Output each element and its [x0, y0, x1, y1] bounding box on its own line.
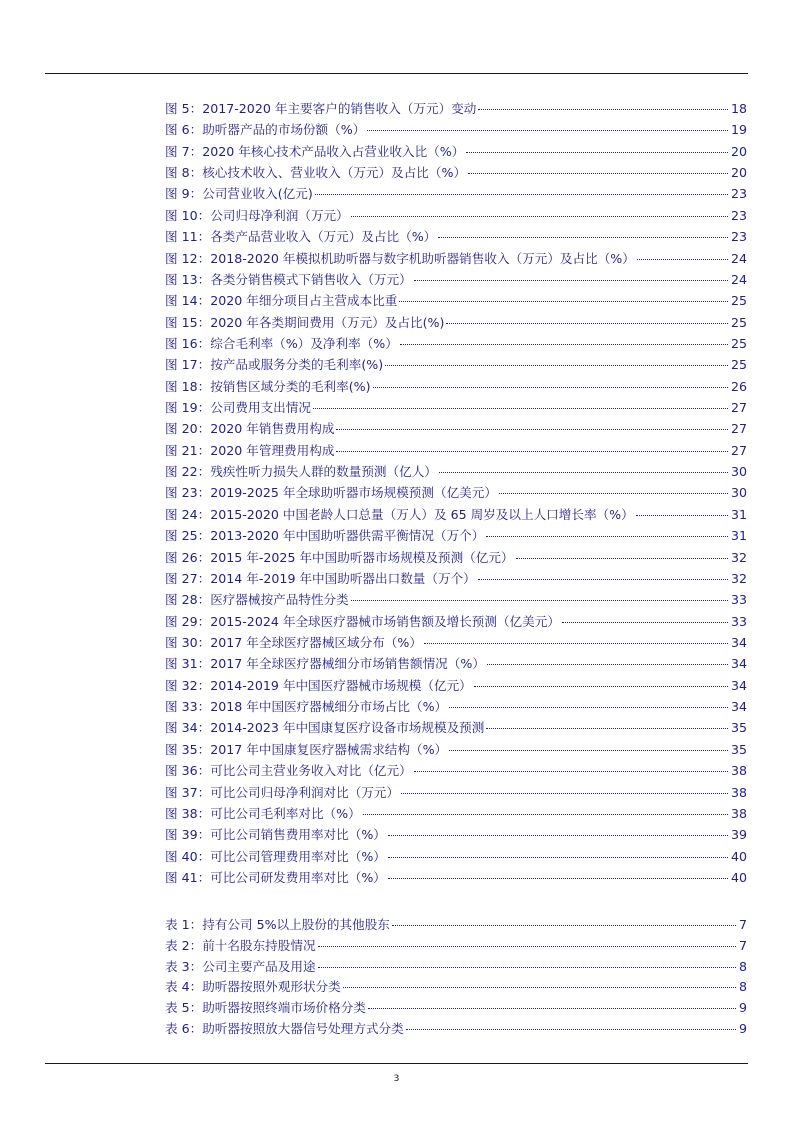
toc-figure-entry-page: 34 [730, 634, 747, 650]
dot-leader [478, 579, 728, 580]
dot-leader [385, 365, 728, 366]
dot-leader [516, 558, 728, 559]
toc-table-entry-page: 7 [738, 937, 747, 953]
toc-table-entry-label: 表 4：助听器按照外观形状分类 [165, 979, 341, 995]
toc-figure-entry-page: 25 [730, 314, 747, 330]
toc-figure-entry-page: 19 [730, 122, 747, 138]
dot-leader [486, 536, 728, 537]
toc-figure-entry-page: 23 [730, 207, 747, 223]
toc-figure-entry-label: 图 21：2020 年管理费用构成 [165, 442, 335, 458]
toc-figure-entry[interactable] [165, 269, 747, 290]
toc-figure-entry-page: 38 [730, 805, 747, 821]
toc-table-entry[interactable] [165, 956, 747, 977]
toc-figure-entry[interactable] [165, 611, 747, 632]
toc-table-entry-page: 8 [738, 958, 747, 974]
dot-leader [478, 109, 728, 110]
dot-leader [414, 771, 728, 772]
dot-leader [439, 472, 728, 473]
toc-figure-entry[interactable] [165, 675, 747, 696]
dot-leader [637, 259, 728, 260]
dot-leader [388, 878, 728, 879]
toc-figure-entry-page: 26 [730, 378, 747, 394]
toc-figure-entry-page: 24 [730, 271, 747, 287]
toc-figure-entry-page: 32 [730, 549, 747, 565]
toc-figure-entry-page: 30 [730, 464, 747, 480]
toc-figure-entry-label: 图 10：公司归母净利润（万元） [165, 207, 349, 223]
toc-figure-entry[interactable] [165, 162, 747, 183]
dot-leader [367, 130, 728, 131]
dot-leader [351, 600, 728, 601]
toc-figure-entry[interactable] [165, 803, 747, 824]
toc-figure-entry[interactable] [165, 333, 747, 354]
toc-figure-entry[interactable] [165, 98, 747, 119]
toc-figure-entry-label: 图 5：2017-2020 年主要客户的销售收入（万元）变动 [165, 101, 477, 116]
toc-figure-entry[interactable] [165, 440, 747, 461]
dot-leader [399, 301, 728, 302]
toc-figure-entry-label: 图 38：可比公司毛利率对比（%） [165, 805, 361, 821]
table-list [165, 914, 747, 1039]
page-number: 3 [393, 1074, 400, 1084]
toc-figure-entry[interactable] [165, 290, 747, 311]
header-rule [45, 73, 748, 74]
toc-figure-entry-page: 23 [730, 186, 747, 202]
toc-figure-entry-label: 图 6：助听器产品的市场份额（%） [165, 122, 366, 138]
toc-table-entry[interactable] [165, 914, 747, 935]
toc-figure-entry-label: 图 8：核心技术收入、营业收入（万元）及占比（%） [165, 165, 467, 181]
toc-figure-entry-label: 图 27：2014 年-2019 年中国助听器出口数量（万个） [165, 570, 476, 586]
dot-leader [388, 857, 728, 858]
dot-leader [392, 925, 736, 926]
toc-figure-entry-label: 图 15：2020 年各类期间费用（万元）及占比(%) [165, 314, 445, 330]
footer-rule [45, 1063, 748, 1064]
toc-figure-entry-label: 图 40：可比公司管理费用率对比（%） [165, 848, 386, 864]
dot-leader [636, 515, 728, 516]
toc-figure-entry-page: 27 [730, 442, 747, 458]
toc-figure-entry[interactable] [165, 589, 747, 610]
dot-leader [424, 643, 728, 644]
toc-figure-entry[interactable] [165, 226, 747, 247]
toc-figure-entry[interactable] [165, 397, 747, 418]
dot-leader [336, 429, 728, 430]
toc-figure-entry-label: 图 33：2018 年中国医疗器械细分市场占比（%） [165, 699, 448, 715]
toc-figure-entry[interactable] [165, 717, 747, 738]
toc-figure-entry-page: 25 [730, 357, 747, 373]
toc-figure-entry-label: 图 28：医疗器械按产品特性分类 [165, 592, 349, 608]
toc-figure-entry-page: 35 [730, 720, 747, 736]
toc-figure-entry-label: 图 18：按销售区域分类的毛利率(%) [165, 378, 371, 394]
toc-figure-entry-label: 图 35：2017 年中国康复医疗器械需求结构（%） [165, 741, 448, 757]
dot-leader [318, 967, 736, 968]
dot-leader [343, 987, 736, 988]
toc-figure-entry-page: 40 [730, 869, 747, 885]
toc-figure-entry[interactable] [165, 248, 747, 269]
toc-table-entry[interactable] [165, 935, 747, 956]
toc-figure-entry[interactable] [165, 119, 747, 140]
toc-figure-entry[interactable] [165, 461, 747, 482]
toc-figure-entry-label: 图 24：2015-2020 中国老龄人口总量（万人）及 65 周岁及以上人口增长率（%） [165, 506, 634, 522]
toc-figure-entry-label: 图 13：各类分销售模式下销售收入（万元） [165, 271, 412, 287]
toc-table-entry-label: 表 2：前十名股东持股情况 [165, 937, 316, 953]
toc-figure-entry[interactable] [165, 632, 747, 653]
dot-leader [368, 1008, 736, 1009]
toc-figure-entry-page: 31 [730, 506, 747, 522]
toc-figure-entry-page: 25 [730, 293, 747, 309]
toc-figure-entry[interactable] [165, 867, 747, 888]
dot-leader [315, 194, 728, 195]
toc-table-entry[interactable] [165, 1018, 747, 1039]
toc-figure-entry-label: 图 25：2013-2020 年中国助听器供需平衡情况（万个） [165, 528, 485, 544]
toc-figure-entry-label: 图 17：按产品或服务分类的毛利率(%) [165, 357, 384, 373]
dot-leader [466, 152, 728, 153]
toc-figure-entry[interactable] [165, 846, 747, 867]
toc-figure-entry[interactable] [165, 482, 747, 503]
toc-figure-entry[interactable] [165, 547, 747, 568]
toc-table-entry-label: 表 3：公司主要产品及用途 [165, 958, 316, 974]
toc-figure-entry-page: 38 [730, 784, 747, 800]
toc-figure-entry-label: 图 19：公司费用支出情况 [165, 400, 311, 416]
toc-figure-entry-page: 34 [730, 677, 747, 693]
toc-figure-entry[interactable] [165, 824, 747, 845]
toc-figure-entry[interactable] [165, 653, 747, 674]
dot-leader [499, 493, 728, 494]
dot-leader [400, 344, 728, 345]
dot-leader [414, 280, 728, 281]
toc-figure-entry-label: 图 39：可比公司销售费用率对比（%） [165, 827, 386, 843]
toc-table-entry-page: 9 [738, 1000, 747, 1016]
toc-figure-entry-page: 38 [730, 763, 747, 779]
toc-figure-entry-label: 图 9：公司营业收入(亿元) [165, 186, 313, 202]
dot-leader [449, 750, 728, 751]
toc-figure-entry-page: 35 [730, 741, 747, 757]
toc-figure-entry[interactable] [165, 141, 747, 162]
dot-leader [474, 686, 728, 687]
toc-figure-entry[interactable] [165, 739, 747, 760]
toc-figure-entry-page: 24 [730, 250, 747, 266]
toc-figure-entry-page: 31 [730, 528, 747, 544]
toc-figure-entry-label: 图 41：可比公司研发费用率对比（%） [165, 869, 386, 885]
toc-figure-entry-label: 图 14：2020 年细分项目占主营成本比重 [165, 293, 398, 309]
toc-figure-entry-label: 图 29：2015-2024 年全球医疗器械市场销售额及增长预测（亿美元） [165, 613, 560, 629]
toc-figure-entry[interactable] [165, 760, 747, 781]
dot-leader [562, 622, 728, 623]
toc-figure-entry[interactable] [165, 376, 747, 397]
toc-figure-entry-page: 34 [730, 699, 747, 715]
toc-figure-entry-label: 图 23：2019-2025 年全球助听器市场规模预测（亿美元） [165, 485, 497, 501]
dot-leader [373, 387, 728, 388]
toc-table-entry[interactable] [165, 997, 747, 1018]
toc-figure-entry-page: 33 [730, 592, 747, 608]
dot-leader [406, 1029, 736, 1030]
dot-leader [313, 408, 728, 409]
toc-figure-entry-label: 图 22：残疾性听力损失人群的数量预测（亿人） [165, 464, 437, 480]
toc-figure-entry[interactable] [165, 183, 747, 204]
toc-figure-entry-page: 27 [730, 421, 747, 437]
toc-figure-entry-page: 30 [730, 485, 747, 501]
toc-figure-entry-label: 图 26：2015 年-2025 年中国助听器市场规模及预测（亿元） [165, 549, 514, 565]
toc-figure-entry-page: 40 [730, 848, 747, 864]
toc-figure-entry-label: 图 20：2020 年销售费用构成 [165, 421, 335, 437]
dot-leader [318, 946, 736, 947]
toc-figure-entry-label: 图 16：综合毛利率（%）及净利率（%） [165, 335, 398, 351]
dot-leader [388, 835, 728, 836]
toc-figure-entry[interactable] [165, 418, 747, 439]
toc-figure-entry[interactable] [165, 696, 747, 717]
dot-leader [401, 793, 728, 794]
figure-list [165, 98, 747, 888]
dot-leader [468, 173, 728, 174]
toc-figure-entry-page: 32 [730, 570, 747, 586]
toc-figure-entry-label: 图 12：2018-2020 年模拟机助听器与数字机助听器销售收入（万元）及占比（%） [165, 250, 635, 266]
toc-figure-entry-page: 27 [730, 400, 747, 416]
toc-table-entry-label: 表 5：助听器按照终端市场价格分类 [165, 1000, 366, 1016]
toc-figure-entry[interactable] [165, 354, 747, 375]
dot-leader [336, 451, 728, 452]
toc-figure-entry-page: 20 [730, 165, 747, 181]
toc-figure-entry-page: 23 [730, 229, 747, 245]
toc-figure-entry[interactable] [165, 525, 747, 546]
toc-figure-entry[interactable] [165, 568, 747, 589]
toc-figure-entry-label: 图 34：2014-2023 年中国康复医疗设备市场规模及预测 [165, 720, 485, 736]
toc-table-entry[interactable] [165, 976, 747, 997]
toc-figure-entry-label: 图 31：2017 年全球医疗器械细分市场销售额情况（%） [165, 656, 485, 672]
toc-table-entry-page: 8 [738, 979, 747, 995]
toc-table-entry-label: 表 1：持有公司 5%以上股份的其他股东 [165, 917, 390, 932]
toc-figure-entry-label: 图 36：可比公司主营业务收入对比（亿元） [165, 763, 412, 779]
toc-figure-entry-page: 25 [730, 335, 747, 351]
dot-leader [487, 664, 728, 665]
toc-figure-entry-page: 20 [730, 143, 747, 159]
toc-table-entry-page: 9 [738, 1020, 747, 1036]
dot-leader [486, 728, 728, 729]
toc-figure-entry[interactable] [165, 312, 747, 333]
toc-figure-entry-label: 图 37：可比公司归母净利润对比（万元） [165, 784, 400, 800]
dot-leader [449, 707, 728, 708]
dot-leader [438, 237, 728, 238]
toc-table-entry-page: 7 [738, 917, 747, 932]
toc-figure-entry-label: 图 30：2017 年全球医疗器械区域分布（%） [165, 634, 422, 650]
toc-figure-entry-label: 图 7：2020 年核心技术产品收入占营业收入比（%） [165, 143, 465, 159]
toc-figure-entry[interactable] [165, 205, 747, 226]
dot-leader [363, 814, 728, 815]
toc-table-entry-label: 表 6：助听器按照放大器信号处理方式分类 [165, 1020, 404, 1036]
toc-figure-entry-label: 图 11：各类产品营业收入（万元）及占比（%） [165, 229, 437, 245]
toc-figure-entry-page: 33 [730, 613, 747, 629]
dot-leader [446, 323, 728, 324]
toc-figure-entry-label: 图 32：2014-2019 年中国医疗器械市场规模（亿元） [165, 677, 472, 693]
dot-leader [351, 216, 728, 217]
toc-figure-entry-page: 34 [730, 656, 747, 672]
toc-figure-entry[interactable] [165, 504, 747, 525]
toc-figure-entry-page: 39 [730, 827, 747, 843]
toc-figure-entry[interactable] [165, 782, 747, 803]
toc-figure-entry-page: 18 [730, 101, 747, 116]
